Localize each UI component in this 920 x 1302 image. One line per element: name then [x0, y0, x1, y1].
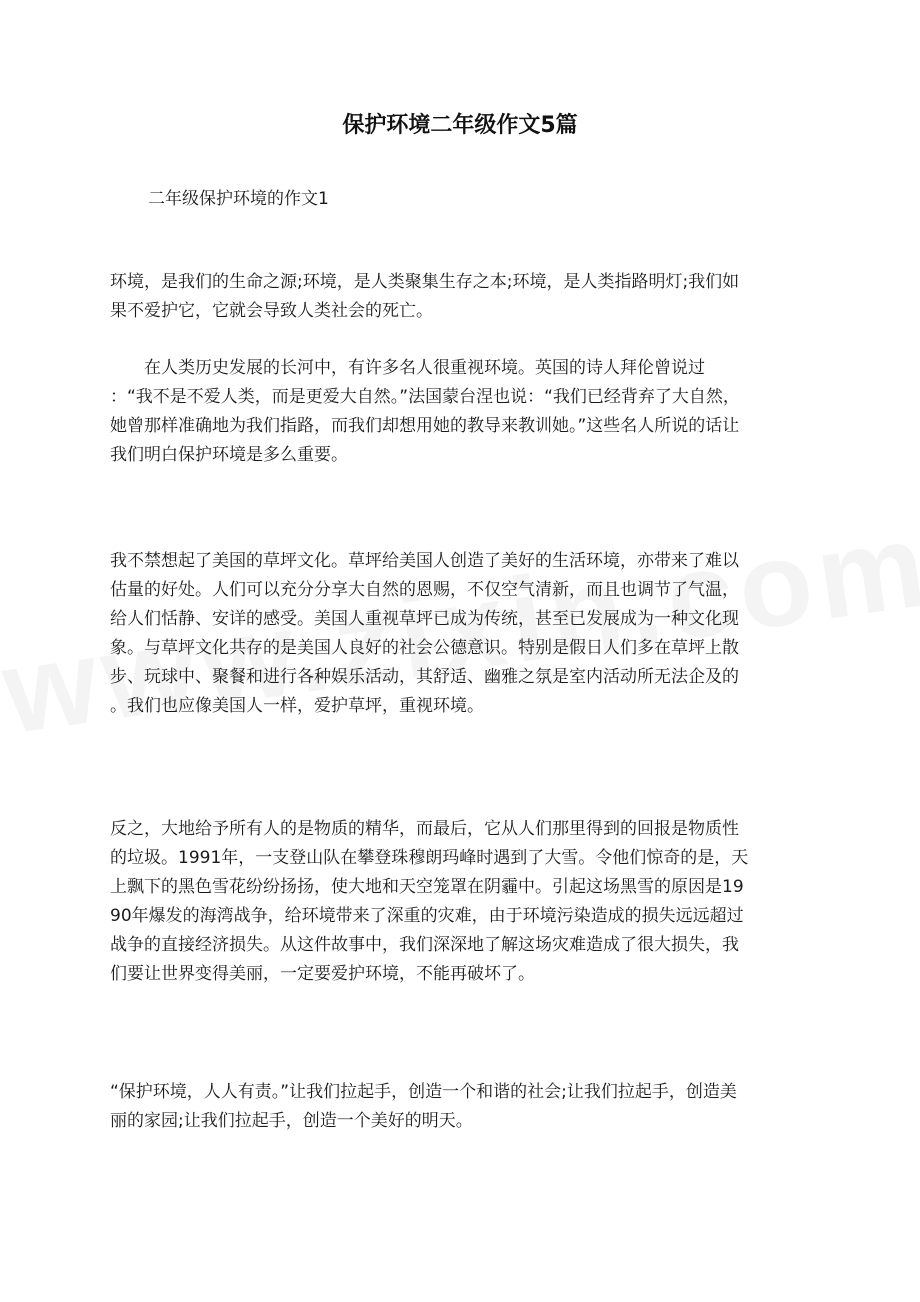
paragraph-4 [110, 815, 810, 989]
paragraph-line: 步、玩球中、聚餐和进行各种娱乐活动，其舒适、幽雅之氛是室内活动所无法企及的 [110, 667, 739, 687]
paragraph-line: 反之，大地给予所有人的是物质的精华，而最后，它从人们那里得到的回报是物质性 [110, 819, 739, 839]
paragraph-line: 90年爆发的海湾战争，给环境带来了深重的灾难，由于环境污染造成的损失远远超过 [110, 906, 744, 926]
paragraph-line: ：“我不是不爱人类，而是更爱大自然。”法国蒙台涅也说：“我们已经背弃了大自然， [110, 387, 740, 407]
paragraph-line: 她曾那样准确地为我们指路，而我们却想用她的教导来教训她。”这些名人所说的话让 [110, 416, 740, 436]
paragraph-3 [110, 547, 810, 721]
paragraph-5 [110, 1078, 810, 1136]
paragraph-line: 的垃圾。1991年，一支登山队在攀登珠穆朗玛峰时遇到了大雪。令他们惊奇的是，天 [110, 848, 749, 868]
paragraph-1 [110, 268, 810, 326]
paragraph-2 [110, 354, 810, 470]
paragraph-line: 象。与草坪文化共存的是美国人良好的社会公德意识。特别是假日人们多在草坪上散 [110, 638, 739, 658]
paragraph-line: 们要让世界变得美丽，一定要爱护环境，不能再破坏了。 [110, 964, 535, 984]
paragraph-line: 丽的家园;让我们拉起手，创造一个美好的明天。 [110, 1111, 473, 1131]
paragraph-line: 。我们也应像美国人一样，爱护草坪，重视环境。 [110, 696, 484, 716]
paragraph-line: 我不禁想起了美国的草坪文化。草坪给美国人创造了美好的生活环境，亦带来了难以 [110, 551, 739, 571]
paragraph-line: 战争的直接经济损失。从这件故事中，我们深深地了解这场灾难造成了很大损失，我 [110, 935, 739, 955]
paragraph-line: 果不爱护它，它就会导致人类社会的死亡。 [110, 301, 433, 321]
paragraph-line: 上飘下的黑色雪花纷纷扬扬，使大地和天空笼罩在阴霾中。引起这场黑雪的原因是19 [110, 877, 744, 897]
paragraph-line: “保护环境，人人有责。”让我们拉起手，创造一个和谐的社会;让我们拉起手，创造美 [110, 1082, 737, 1102]
paragraph-line: 估量的好处。人们可以充分分享大自然的恩赐，不仅空气清新，而且也调节了气温， [110, 580, 739, 600]
essay-heading: 二年级保护环境的作文1 [148, 189, 329, 209]
paragraph-line: 环境，是我们的生命之源;环境，是人类聚集生存之本;环境，是人类指路明灯;我们如 [110, 272, 740, 292]
paragraph-line: 在人类历史发展的长河中，有许多名人很重视环境。英国的诗人拜伦曾说过 [110, 358, 705, 378]
paragraph-line: 给人们恬静、安详的感受。美国人重视草坪已成为传统，甚至已发展成为一种文化现 [110, 609, 739, 629]
paragraph-line: 我们明白保护环境是多么重要。 [110, 445, 348, 465]
document-title: 保护环境二年级作文5篇 [342, 113, 578, 138]
